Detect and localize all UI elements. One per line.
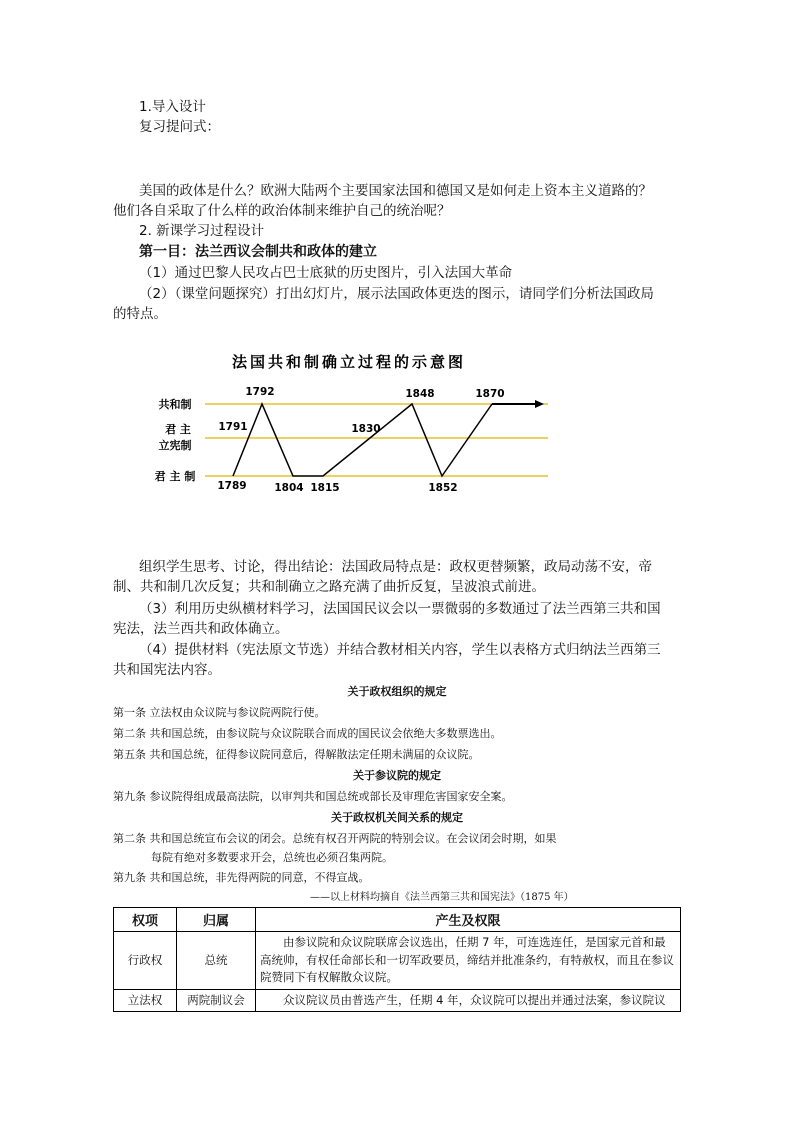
- step-1: （1）通过巴黎人民攻占巴士底狱的历史图片，引入法国大革命: [139, 265, 513, 281]
- article-5: 第五条 共和国总统，征得参议院同意后，得解散法定任期未满届的众议院。: [113, 748, 480, 761]
- article-1: 第一条 立法权由众议院与参议院两院行使。: [113, 706, 326, 719]
- intro-method: 复习提问式：: [139, 119, 220, 135]
- header-holder: 归属: [177, 908, 256, 932]
- table-row: [114, 932, 681, 990]
- header-power: 权项: [114, 908, 177, 932]
- level-label-cm-top: 君 主: [165, 423, 191, 436]
- discussion-line-2: 制、共和制几次反复；共和制确立之路充满了曲折反复，呈波浪式前进。: [113, 579, 545, 595]
- year-label-1815: 1815: [310, 482, 340, 494]
- cell-power: 行政权: [114, 932, 177, 990]
- article-9-senate: 第九条 参议院得组成最高法院，以审判共和国总统或部长及审理危害国家安全案。: [113, 790, 513, 803]
- excerpt-source: ——以上材料均摘自《法兰西第三共和国宪法》（1875 年）: [310, 892, 574, 903]
- process-heading: 2. 新课学习过程设计: [139, 223, 265, 239]
- arrow-head: [535, 400, 544, 408]
- header-detail: 产生及权限: [256, 908, 681, 932]
- chart-title: 法国共和制确立过程的示意图: [231, 353, 467, 371]
- step-2-line-2: 的特点。: [113, 306, 167, 322]
- step-3-line-2: 宪法，法兰西共和政体确立。: [113, 621, 289, 637]
- intro-question-2: 他们各自采取了什么样的政治体制来维护自己的统治呢？: [113, 203, 451, 219]
- year-label-1792: 1792: [245, 386, 275, 398]
- article-2-relations-line-1: 第二条 共和国总统宣布会议的闭会。总统有权召开两院的特别会议。在会议闭会时期，如果: [113, 832, 557, 845]
- step-3-line-1: （3）利用历史纵横材料学习，法国国民议会以一票微弱的多数通过了法兰西第三共和国: [139, 601, 661, 617]
- article-2-relations-line-2: 每院有绝对多数要求开会，总统也必须召集两院。: [151, 851, 393, 864]
- section-1-title: 第一目：法兰西议会制共和政体的建立: [139, 244, 377, 260]
- level-label-cm-bottom: 立宪制: [158, 439, 192, 452]
- cell-detail: 由参议院和众议院联席会议选出，任期 7 年，可连选连任，是国家元首和最高统帅，有权任命部长和一切军政要员，缔结并批准条约，有特赦权，而且在参议院赞同下有权解散众议院。: [256, 932, 681, 990]
- intro-heading: 1.导入设计: [139, 99, 206, 115]
- article-9-war: 第九条 共和国总统，非先得两院的同意，不得宣战。: [113, 871, 370, 884]
- step-2-line-1: （2）（课堂问题探究）打出幻灯片，展示法国政体更迭的图示，请同学们分析法国政局: [139, 286, 654, 302]
- level-label-republic: 共和制: [158, 398, 192, 411]
- powers-table: [113, 907, 681, 1012]
- cell-detail: 众议院议员由普选产生，任期 4 年，众议院可以提出并通过法案，参议院议: [256, 989, 681, 1012]
- intro-question-1: 美国的政体是什么？欧洲大陆两个主要国家法国和德国又是如何走上资本主义道路的？: [139, 183, 652, 199]
- step-4-line-2: 共和国宪法内容。: [113, 662, 221, 678]
- excerpt-heading-senate: 关于参议院的规定: [353, 769, 441, 782]
- cell-holder: 两院制议会: [177, 989, 256, 1012]
- year-label-1852: 1852: [428, 482, 458, 494]
- year-label-1804: 1804: [274, 482, 304, 494]
- cell-power: 立法权: [114, 989, 177, 1012]
- regime-line: [233, 404, 492, 476]
- excerpt-heading-relations: 关于政权机关间关系的规定: [331, 811, 463, 824]
- year-label-1870: 1870: [475, 388, 505, 400]
- cell-holder: 总统: [177, 932, 256, 990]
- year-label-1789: 1789: [217, 480, 247, 492]
- year-label-1848: 1848: [405, 388, 435, 400]
- year-label-1791: 1791: [218, 421, 248, 433]
- table-header-row: [114, 908, 681, 932]
- level-label-monarchy: 君 主 制: [154, 470, 196, 483]
- discussion-line-1: 组织学生思考、讨论，得出结论：法国政局特点是：政权更替频繁，政局动荡不安，帝: [139, 559, 652, 575]
- year-label-1830: 1830: [351, 423, 381, 435]
- regime-chart: [0, 345, 794, 525]
- excerpt-heading-organization: 关于政权组织的规定: [347, 685, 447, 698]
- table-row: [114, 989, 681, 1012]
- step-4-line-1: （4）提供材料（宪法原文节选）并结合教材相关内容，学生以表格方式归纳法兰西第三: [139, 642, 661, 658]
- article-2: 第二条 共和国总统，由参议院与众议院联合而成的国民议会依绝大多数票选出。: [113, 727, 502, 740]
